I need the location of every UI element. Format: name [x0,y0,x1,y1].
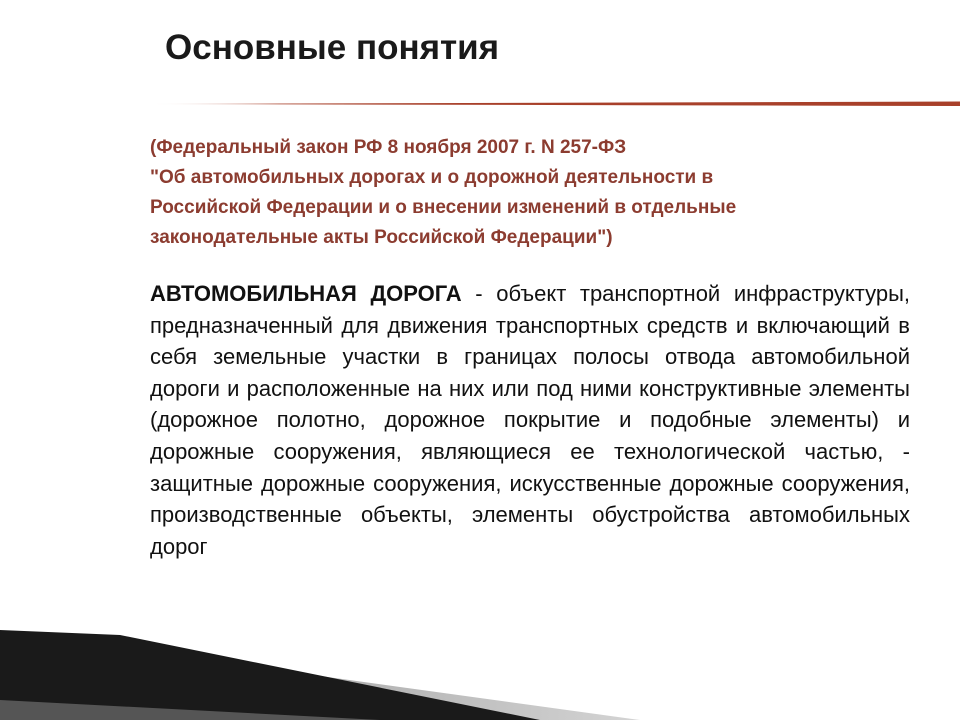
law-reference-line-2: "Об автомобильных дорогах и о дорожной деятельности в [150,167,714,188]
law-reference-line-1: (Федеральный закон РФ 8 ноября 2007 г. N 257-ФЗ [150,137,627,158]
law-reference-line-3: Российской Федерации и о внесении изменений в отдельные [150,197,737,218]
law-reference [150,133,880,253]
definition-text: - объект транспортной инфраструктуры, предназначенный для движения транспортных средств и включающий в себя земельные участки в границах полосы отвода автомобильной дороги и расположенные на них или под ними конструктивные элементы (дорожное полотно, дорожное покрытие и подобные элементы) и дорожные сооружения, являющиеся ее технологической частью, - защитные дорожные сооружения, искусственные дорожные сооружения, производственные объекты, элементы обустройства автомобильных дорог [150,281,910,559]
decorative-wedge [0,590,640,720]
definition-term: АВТОМОБИЛЬНАЯ ДОРОГА [150,281,462,306]
definition-paragraph [150,278,910,562]
law-reference-line-4: законодательные акты Российской Федерации") [150,227,613,248]
slide-title: Основные понятия [165,28,500,67]
title-underline [0,98,960,110]
